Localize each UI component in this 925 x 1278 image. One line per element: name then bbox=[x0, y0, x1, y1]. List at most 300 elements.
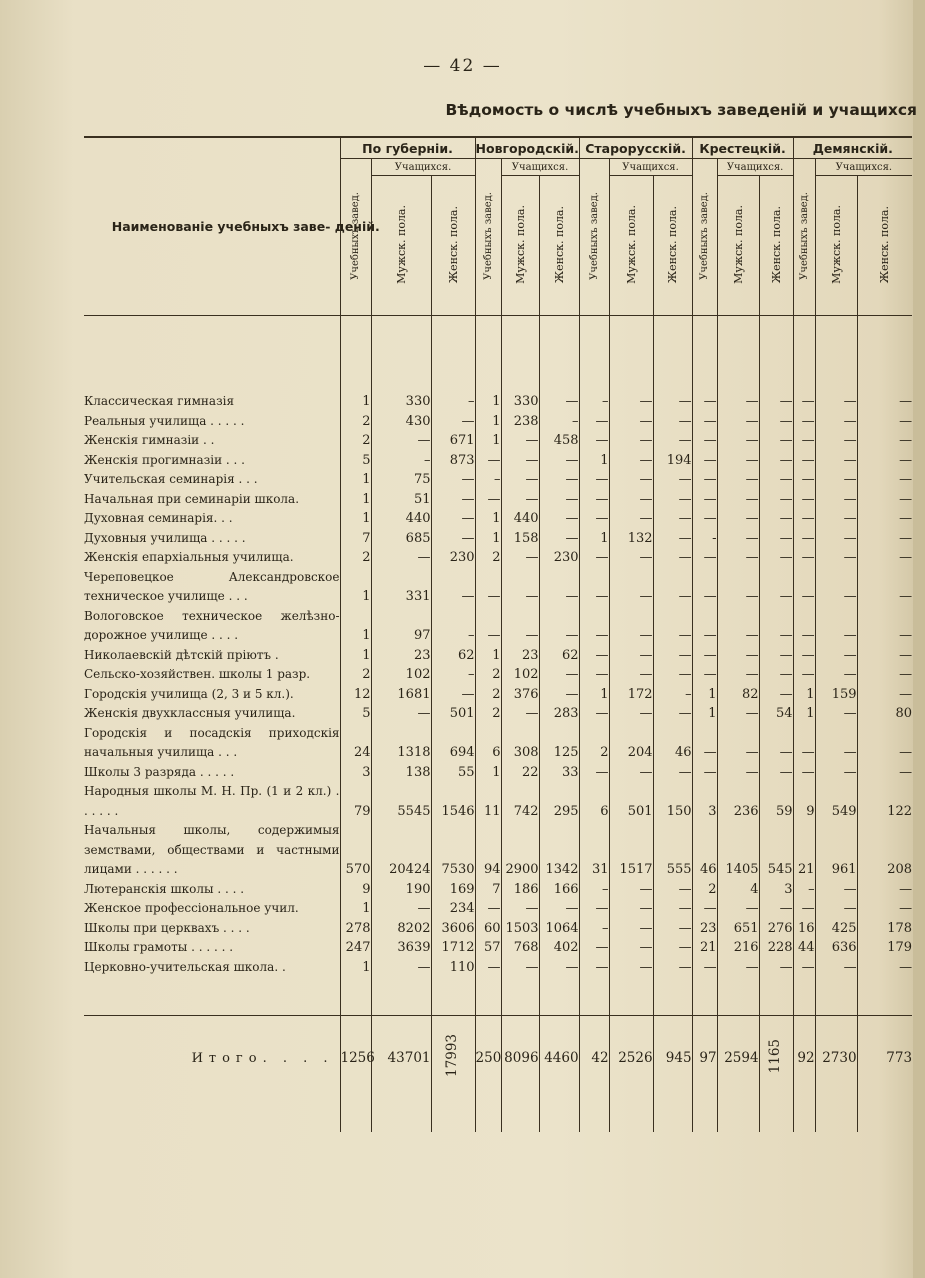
table-cell: — bbox=[653, 470, 692, 490]
table-cell: — bbox=[579, 665, 609, 685]
table-cell: 1 bbox=[340, 899, 371, 919]
table-cell: 159 bbox=[815, 685, 857, 705]
spacer-row bbox=[84, 1102, 912, 1132]
col-header-institutions: Учебныхъ завед. bbox=[579, 159, 609, 316]
table-cell: — bbox=[579, 607, 609, 646]
table-cell: — bbox=[609, 470, 653, 490]
table-cell: 79 bbox=[340, 782, 371, 821]
table-cell: 570 bbox=[340, 821, 371, 880]
table-cell: — bbox=[653, 763, 692, 783]
table-cell: — bbox=[717, 412, 759, 432]
table-cell: 110 bbox=[431, 958, 475, 978]
table-cell: 80 bbox=[857, 704, 912, 724]
table-cell: 4 bbox=[717, 880, 759, 900]
table-cell: — bbox=[815, 880, 857, 900]
table-cell: 1 bbox=[340, 509, 371, 529]
table-cell: — bbox=[609, 646, 653, 666]
total-cell: 250 bbox=[475, 1016, 501, 1103]
table-cell: — bbox=[759, 548, 793, 568]
table-cell: — bbox=[793, 529, 815, 549]
table-cell: — bbox=[539, 451, 579, 471]
table-cell: — bbox=[717, 392, 759, 412]
table-cell: — bbox=[579, 548, 609, 568]
table-cell: 190 bbox=[371, 880, 431, 900]
table-cell: — bbox=[653, 899, 692, 919]
table-cell: — bbox=[759, 568, 793, 607]
group-header-guberniya: По губерніи. bbox=[340, 137, 475, 159]
table-cell: — bbox=[539, 958, 579, 978]
institution-name: Женскія двухклассныя училища. bbox=[84, 706, 296, 720]
table-cell: — bbox=[717, 490, 759, 510]
table-cell: 178 bbox=[857, 919, 912, 939]
table-cell: — bbox=[501, 490, 539, 510]
table-cell: 3639 bbox=[371, 938, 431, 958]
table-cell: — bbox=[793, 412, 815, 432]
col-header-female: Женск. пола. bbox=[653, 176, 692, 316]
table-cell: — bbox=[475, 607, 501, 646]
institution-name: Учительская семинарія . . . bbox=[84, 472, 258, 486]
table-cell: 1 bbox=[340, 958, 371, 978]
table-cell: 5 bbox=[340, 704, 371, 724]
table-cell: — bbox=[717, 451, 759, 471]
table-cell: — bbox=[857, 568, 912, 607]
total-cell: 2730 bbox=[815, 1016, 857, 1103]
table-cell: — bbox=[692, 958, 717, 978]
table-cell: 1 bbox=[340, 490, 371, 510]
table-cell: — bbox=[759, 724, 793, 763]
table-cell: — bbox=[609, 880, 653, 900]
table-cell: — bbox=[793, 568, 815, 607]
table-cell: — bbox=[579, 646, 609, 666]
table-cell: 330 bbox=[371, 392, 431, 412]
table-cell: 23 bbox=[501, 646, 539, 666]
statistics-table bbox=[84, 136, 912, 1132]
table-cell: 3 bbox=[759, 880, 793, 900]
table-cell: 5545 bbox=[371, 782, 431, 821]
table-row bbox=[84, 958, 912, 978]
table-cell: — bbox=[717, 470, 759, 490]
table-cell: — bbox=[759, 392, 793, 412]
table-cell: 1405 bbox=[717, 821, 759, 880]
table-cell: 1 bbox=[579, 685, 609, 705]
table-cell: — bbox=[717, 958, 759, 978]
table-cell: — bbox=[793, 899, 815, 919]
institution-name: Женское профессіональное учил. bbox=[84, 901, 299, 915]
table-cell: — bbox=[793, 607, 815, 646]
table-cell: — bbox=[431, 470, 475, 490]
table-cell: 1 bbox=[475, 412, 501, 432]
col-header-male: Мужск. пола. bbox=[609, 176, 653, 316]
table-cell: — bbox=[815, 724, 857, 763]
table-cell: — bbox=[609, 763, 653, 783]
table-cell: — bbox=[815, 665, 857, 685]
table-cell: — bbox=[759, 685, 793, 705]
table-cell: — bbox=[692, 665, 717, 685]
table-cell: 1 bbox=[579, 529, 609, 549]
table-cell: 295 bbox=[539, 782, 579, 821]
table-cell: 458 bbox=[539, 431, 579, 451]
table-cell: — bbox=[692, 724, 717, 763]
table-cell: — bbox=[759, 490, 793, 510]
table-cell: 9 bbox=[340, 880, 371, 900]
table-cell: 228 bbox=[759, 938, 793, 958]
table-cell: — bbox=[609, 704, 653, 724]
institution-name: Николаевскій дѣтскій пріютъ . bbox=[84, 647, 279, 662]
table-cell: — bbox=[759, 646, 793, 666]
table-cell: 62 bbox=[539, 646, 579, 666]
table-cell: 430 bbox=[371, 412, 431, 432]
institution-name: Реальныя училища . . . . . bbox=[84, 413, 245, 428]
table-cell: 166 bbox=[539, 880, 579, 900]
table-cell: — bbox=[692, 490, 717, 510]
table-cell: — bbox=[793, 665, 815, 685]
table-cell: 1546 bbox=[431, 782, 475, 821]
table-cell: — bbox=[579, 490, 609, 510]
table-cell: 6 bbox=[475, 724, 501, 763]
table-cell: — bbox=[653, 490, 692, 510]
table-cell: 57 bbox=[475, 938, 501, 958]
table-cell: — bbox=[717, 763, 759, 783]
col-header-female: Женск. пола. bbox=[431, 176, 475, 316]
col-header-institutions: Учебныхъ завед. bbox=[340, 159, 371, 316]
table-cell: 330 bbox=[501, 392, 539, 412]
group-header-demyansk: Демянскій. bbox=[793, 137, 912, 159]
table-cell: — bbox=[793, 490, 815, 510]
table-cell: 873 bbox=[431, 451, 475, 471]
col-header-male: Мужск. пола. bbox=[717, 176, 759, 316]
table-cell: 1 bbox=[340, 568, 371, 607]
table-cell: — bbox=[431, 412, 475, 432]
table-cell: — bbox=[815, 763, 857, 783]
table-cell: 651 bbox=[717, 919, 759, 939]
table-cell: — bbox=[857, 392, 912, 412]
table-cell: 21 bbox=[692, 938, 717, 958]
table-cell: — bbox=[857, 763, 912, 783]
table-row bbox=[84, 880, 912, 900]
students-label: Учащихся. bbox=[371, 159, 475, 176]
table-cell: — bbox=[857, 529, 912, 549]
total-cell: 2594 bbox=[717, 1016, 759, 1103]
table-cell: — bbox=[815, 412, 857, 432]
table-cell: — bbox=[609, 958, 653, 978]
total-cell: 1256 bbox=[340, 1016, 371, 1103]
total-label: Итого. . . . bbox=[191, 1051, 334, 1067]
table-cell: 7530 bbox=[431, 821, 475, 880]
table-cell: — bbox=[692, 470, 717, 490]
col-header-male: Мужск. пола. bbox=[815, 176, 857, 316]
table-cell: — bbox=[475, 899, 501, 919]
table-cell: — bbox=[539, 529, 579, 549]
table-cell: — bbox=[692, 607, 717, 646]
table-cell: 1 bbox=[475, 509, 501, 529]
spacer-row bbox=[84, 316, 912, 393]
table-cell: — bbox=[653, 919, 692, 939]
table-cell: — bbox=[815, 899, 857, 919]
table-cell: – bbox=[431, 665, 475, 685]
table-cell: — bbox=[857, 665, 912, 685]
table-cell: – bbox=[579, 919, 609, 939]
table-cell: 1064 bbox=[539, 919, 579, 939]
table-cell: – bbox=[431, 392, 475, 412]
students-label: Учащихся. bbox=[609, 159, 692, 176]
table-cell: 208 bbox=[857, 821, 912, 880]
table-cell: – bbox=[579, 880, 609, 900]
table-cell: — bbox=[609, 919, 653, 939]
total-cell: 42 bbox=[579, 1016, 609, 1103]
table-cell: — bbox=[793, 548, 815, 568]
institution-name: Сельско-хозяйствен. школы 1 разр. bbox=[84, 667, 311, 681]
table-cell: 204 bbox=[609, 724, 653, 763]
table-cell: 440 bbox=[501, 509, 539, 529]
table-cell: — bbox=[371, 431, 431, 451]
table-cell: 1 bbox=[692, 704, 717, 724]
table-cell: — bbox=[815, 568, 857, 607]
table-cell: 1342 bbox=[539, 821, 579, 880]
table-cell: 6 bbox=[579, 782, 609, 821]
table-cell: 9 bbox=[793, 782, 815, 821]
table-cell: — bbox=[501, 568, 539, 607]
table-cell: 7 bbox=[475, 880, 501, 900]
students-label: Учащихся. bbox=[815, 159, 912, 176]
table-cell: 54 bbox=[759, 704, 793, 724]
table-row bbox=[84, 509, 912, 529]
table-cell: 236 bbox=[717, 782, 759, 821]
table-cell: — bbox=[539, 568, 579, 607]
table-cell: 102 bbox=[501, 665, 539, 685]
total-cell bbox=[759, 1016, 793, 1103]
total-value-vertical: 17993 bbox=[444, 1034, 461, 1078]
table-row bbox=[84, 451, 912, 471]
table-row bbox=[84, 724, 912, 763]
table-cell: — bbox=[501, 958, 539, 978]
table-cell: — bbox=[609, 899, 653, 919]
table-cell: — bbox=[579, 470, 609, 490]
table-cell: — bbox=[371, 899, 431, 919]
table-cell: 742 bbox=[501, 782, 539, 821]
table-cell: — bbox=[539, 392, 579, 412]
table-cell: — bbox=[759, 529, 793, 549]
students-label: Учащихся. bbox=[501, 159, 579, 176]
table-cell: — bbox=[579, 568, 609, 607]
table-cell: — bbox=[692, 646, 717, 666]
table-cell: 33 bbox=[539, 763, 579, 783]
table-cell: 1 bbox=[340, 646, 371, 666]
table-cell: — bbox=[692, 763, 717, 783]
table-cell: 125 bbox=[539, 724, 579, 763]
table-cell: – bbox=[793, 880, 815, 900]
col-header-male: Мужск. пола. bbox=[371, 176, 431, 316]
table-cell: — bbox=[501, 431, 539, 451]
table-cell: — bbox=[653, 646, 692, 666]
table-cell: — bbox=[609, 607, 653, 646]
table-cell: — bbox=[501, 704, 539, 724]
table-row bbox=[84, 470, 912, 490]
table-cell: — bbox=[793, 451, 815, 471]
table-cell: — bbox=[539, 607, 579, 646]
table-cell: 1503 bbox=[501, 919, 539, 939]
table-cell: — bbox=[692, 451, 717, 471]
table-row bbox=[84, 899, 912, 919]
table-cell: 1 bbox=[579, 451, 609, 471]
table-cell: — bbox=[692, 509, 717, 529]
col-header-female: Женск. пола. bbox=[539, 176, 579, 316]
table-cell: — bbox=[371, 958, 431, 978]
table-cell: — bbox=[609, 451, 653, 471]
table-cell: 2 bbox=[340, 431, 371, 451]
table-cell: — bbox=[759, 958, 793, 978]
table-cell: — bbox=[609, 431, 653, 451]
table-cell: 2 bbox=[475, 548, 501, 568]
table-cell: — bbox=[857, 880, 912, 900]
institution-name: Женскія гимназіи . . bbox=[84, 433, 215, 447]
table-cell: — bbox=[857, 548, 912, 568]
table-cell: — bbox=[609, 490, 653, 510]
table-cell: 1712 bbox=[431, 938, 475, 958]
table-cell: — bbox=[759, 899, 793, 919]
table-cell: — bbox=[539, 665, 579, 685]
table-cell: – bbox=[579, 392, 609, 412]
table-cell: — bbox=[475, 490, 501, 510]
table-cell: — bbox=[653, 392, 692, 412]
table-cell: 11 bbox=[475, 782, 501, 821]
table-cell: — bbox=[475, 451, 501, 471]
table-cell: 1 bbox=[475, 646, 501, 666]
table-cell: — bbox=[579, 704, 609, 724]
table-cell: — bbox=[579, 412, 609, 432]
table-cell: — bbox=[857, 646, 912, 666]
table-cell: 331 bbox=[371, 568, 431, 607]
institution-name: Классическая гимназія bbox=[84, 394, 235, 408]
table-cell: — bbox=[717, 529, 759, 549]
table-cell: — bbox=[759, 607, 793, 646]
table-cell: — bbox=[793, 431, 815, 451]
table-cell: — bbox=[692, 548, 717, 568]
table-cell: 31 bbox=[579, 821, 609, 880]
group-header-staraya-russa: Старорусскій. bbox=[579, 137, 692, 159]
table-cell: 94 bbox=[475, 821, 501, 880]
table-cell: 671 bbox=[431, 431, 475, 451]
table-cell: — bbox=[692, 431, 717, 451]
table-cell: — bbox=[857, 470, 912, 490]
table-cell: — bbox=[717, 899, 759, 919]
institution-name: Лютеранскія школы . . . . bbox=[84, 881, 245, 896]
table-cell: — bbox=[759, 412, 793, 432]
table-cell: 402 bbox=[539, 938, 579, 958]
total-value-vertical: 1165 bbox=[767, 1038, 784, 1073]
table-cell: — bbox=[815, 431, 857, 451]
table-row bbox=[84, 392, 912, 412]
table-cell: — bbox=[609, 938, 653, 958]
table-cell: — bbox=[653, 958, 692, 978]
page-edge bbox=[913, 0, 925, 1278]
table-cell: 555 bbox=[653, 821, 692, 880]
table-cell: 23 bbox=[371, 646, 431, 666]
table-cell: — bbox=[653, 548, 692, 568]
total-cell: 92 bbox=[793, 1016, 815, 1103]
table-cell: 158 bbox=[501, 529, 539, 549]
table-row bbox=[84, 607, 912, 646]
table-cell: — bbox=[717, 704, 759, 724]
table-cell: 2 bbox=[475, 685, 501, 705]
table-cell: – bbox=[475, 470, 501, 490]
table-row bbox=[84, 685, 912, 705]
table-cell: 16 bbox=[793, 919, 815, 939]
table-cell: 1 bbox=[475, 431, 501, 451]
table-cell: — bbox=[501, 607, 539, 646]
table-cell: 150 bbox=[653, 782, 692, 821]
table-cell: 545 bbox=[759, 821, 793, 880]
institution-name: Духовная семинарія. . . bbox=[84, 511, 233, 525]
table-cell: 1 bbox=[793, 704, 815, 724]
table-cell: — bbox=[609, 392, 653, 412]
table-cell: — bbox=[431, 490, 475, 510]
total-cell: 773 bbox=[857, 1016, 912, 1103]
table-cell: 276 bbox=[759, 919, 793, 939]
table-cell: — bbox=[793, 958, 815, 978]
table-cell: — bbox=[815, 958, 857, 978]
table-cell: — bbox=[431, 568, 475, 607]
table-cell: — bbox=[759, 470, 793, 490]
table-cell: – bbox=[431, 607, 475, 646]
table-cell: 768 bbox=[501, 938, 539, 958]
table-row bbox=[84, 431, 912, 451]
table-cell: — bbox=[653, 665, 692, 685]
table-cell: — bbox=[539, 490, 579, 510]
table-cell: 1 bbox=[793, 685, 815, 705]
table-cell: — bbox=[539, 899, 579, 919]
table-row bbox=[84, 665, 912, 685]
table-cell: — bbox=[815, 529, 857, 549]
group-header-novgorod: Новгородскій. bbox=[475, 137, 579, 159]
total-cell: 8096 bbox=[501, 1016, 539, 1103]
col-header-institutions: Учебныхъ завед. bbox=[692, 159, 717, 316]
group-header-krestsy: Крестецкій. bbox=[692, 137, 793, 159]
table-cell: — bbox=[653, 412, 692, 432]
page-title: Вѣдомость о числѣ учебныхъ заведеній и учащихся bbox=[445, 101, 917, 119]
table-cell: 2 bbox=[475, 704, 501, 724]
table-cell: — bbox=[857, 431, 912, 451]
table-cell: — bbox=[815, 509, 857, 529]
table-cell: 2 bbox=[340, 548, 371, 568]
table-cell: 8202 bbox=[371, 919, 431, 939]
institution-name: Городскія училища (2, 3 и 5 кл.). bbox=[84, 686, 294, 701]
table-cell: — bbox=[857, 412, 912, 432]
table-row bbox=[84, 646, 912, 666]
table-body bbox=[84, 316, 912, 1133]
institution-name: Народныя школы М. Н. Пр. (1 и 2 кл.) . . . . . . bbox=[84, 784, 340, 818]
table-cell: — bbox=[857, 509, 912, 529]
institution-name: Школы грамоты . . . . . . bbox=[84, 940, 234, 954]
table-cell: 694 bbox=[431, 724, 475, 763]
institution-name: Начальная при семинаріи школа. bbox=[84, 491, 300, 506]
table-cell: — bbox=[475, 568, 501, 607]
table-row bbox=[84, 490, 912, 510]
table-cell: 3 bbox=[340, 763, 371, 783]
table-cell: — bbox=[431, 685, 475, 705]
table-cell: — bbox=[717, 431, 759, 451]
table-cell: 440 bbox=[371, 509, 431, 529]
table-cell: — bbox=[501, 470, 539, 490]
table-cell: — bbox=[501, 451, 539, 471]
table-cell: — bbox=[815, 646, 857, 666]
table-cell: — bbox=[793, 724, 815, 763]
table-cell: — bbox=[539, 509, 579, 529]
table-cell: 1517 bbox=[609, 821, 653, 880]
table-cell: — bbox=[857, 724, 912, 763]
table-cell: — bbox=[815, 470, 857, 490]
table-cell: — bbox=[431, 529, 475, 549]
table-cell: — bbox=[579, 958, 609, 978]
